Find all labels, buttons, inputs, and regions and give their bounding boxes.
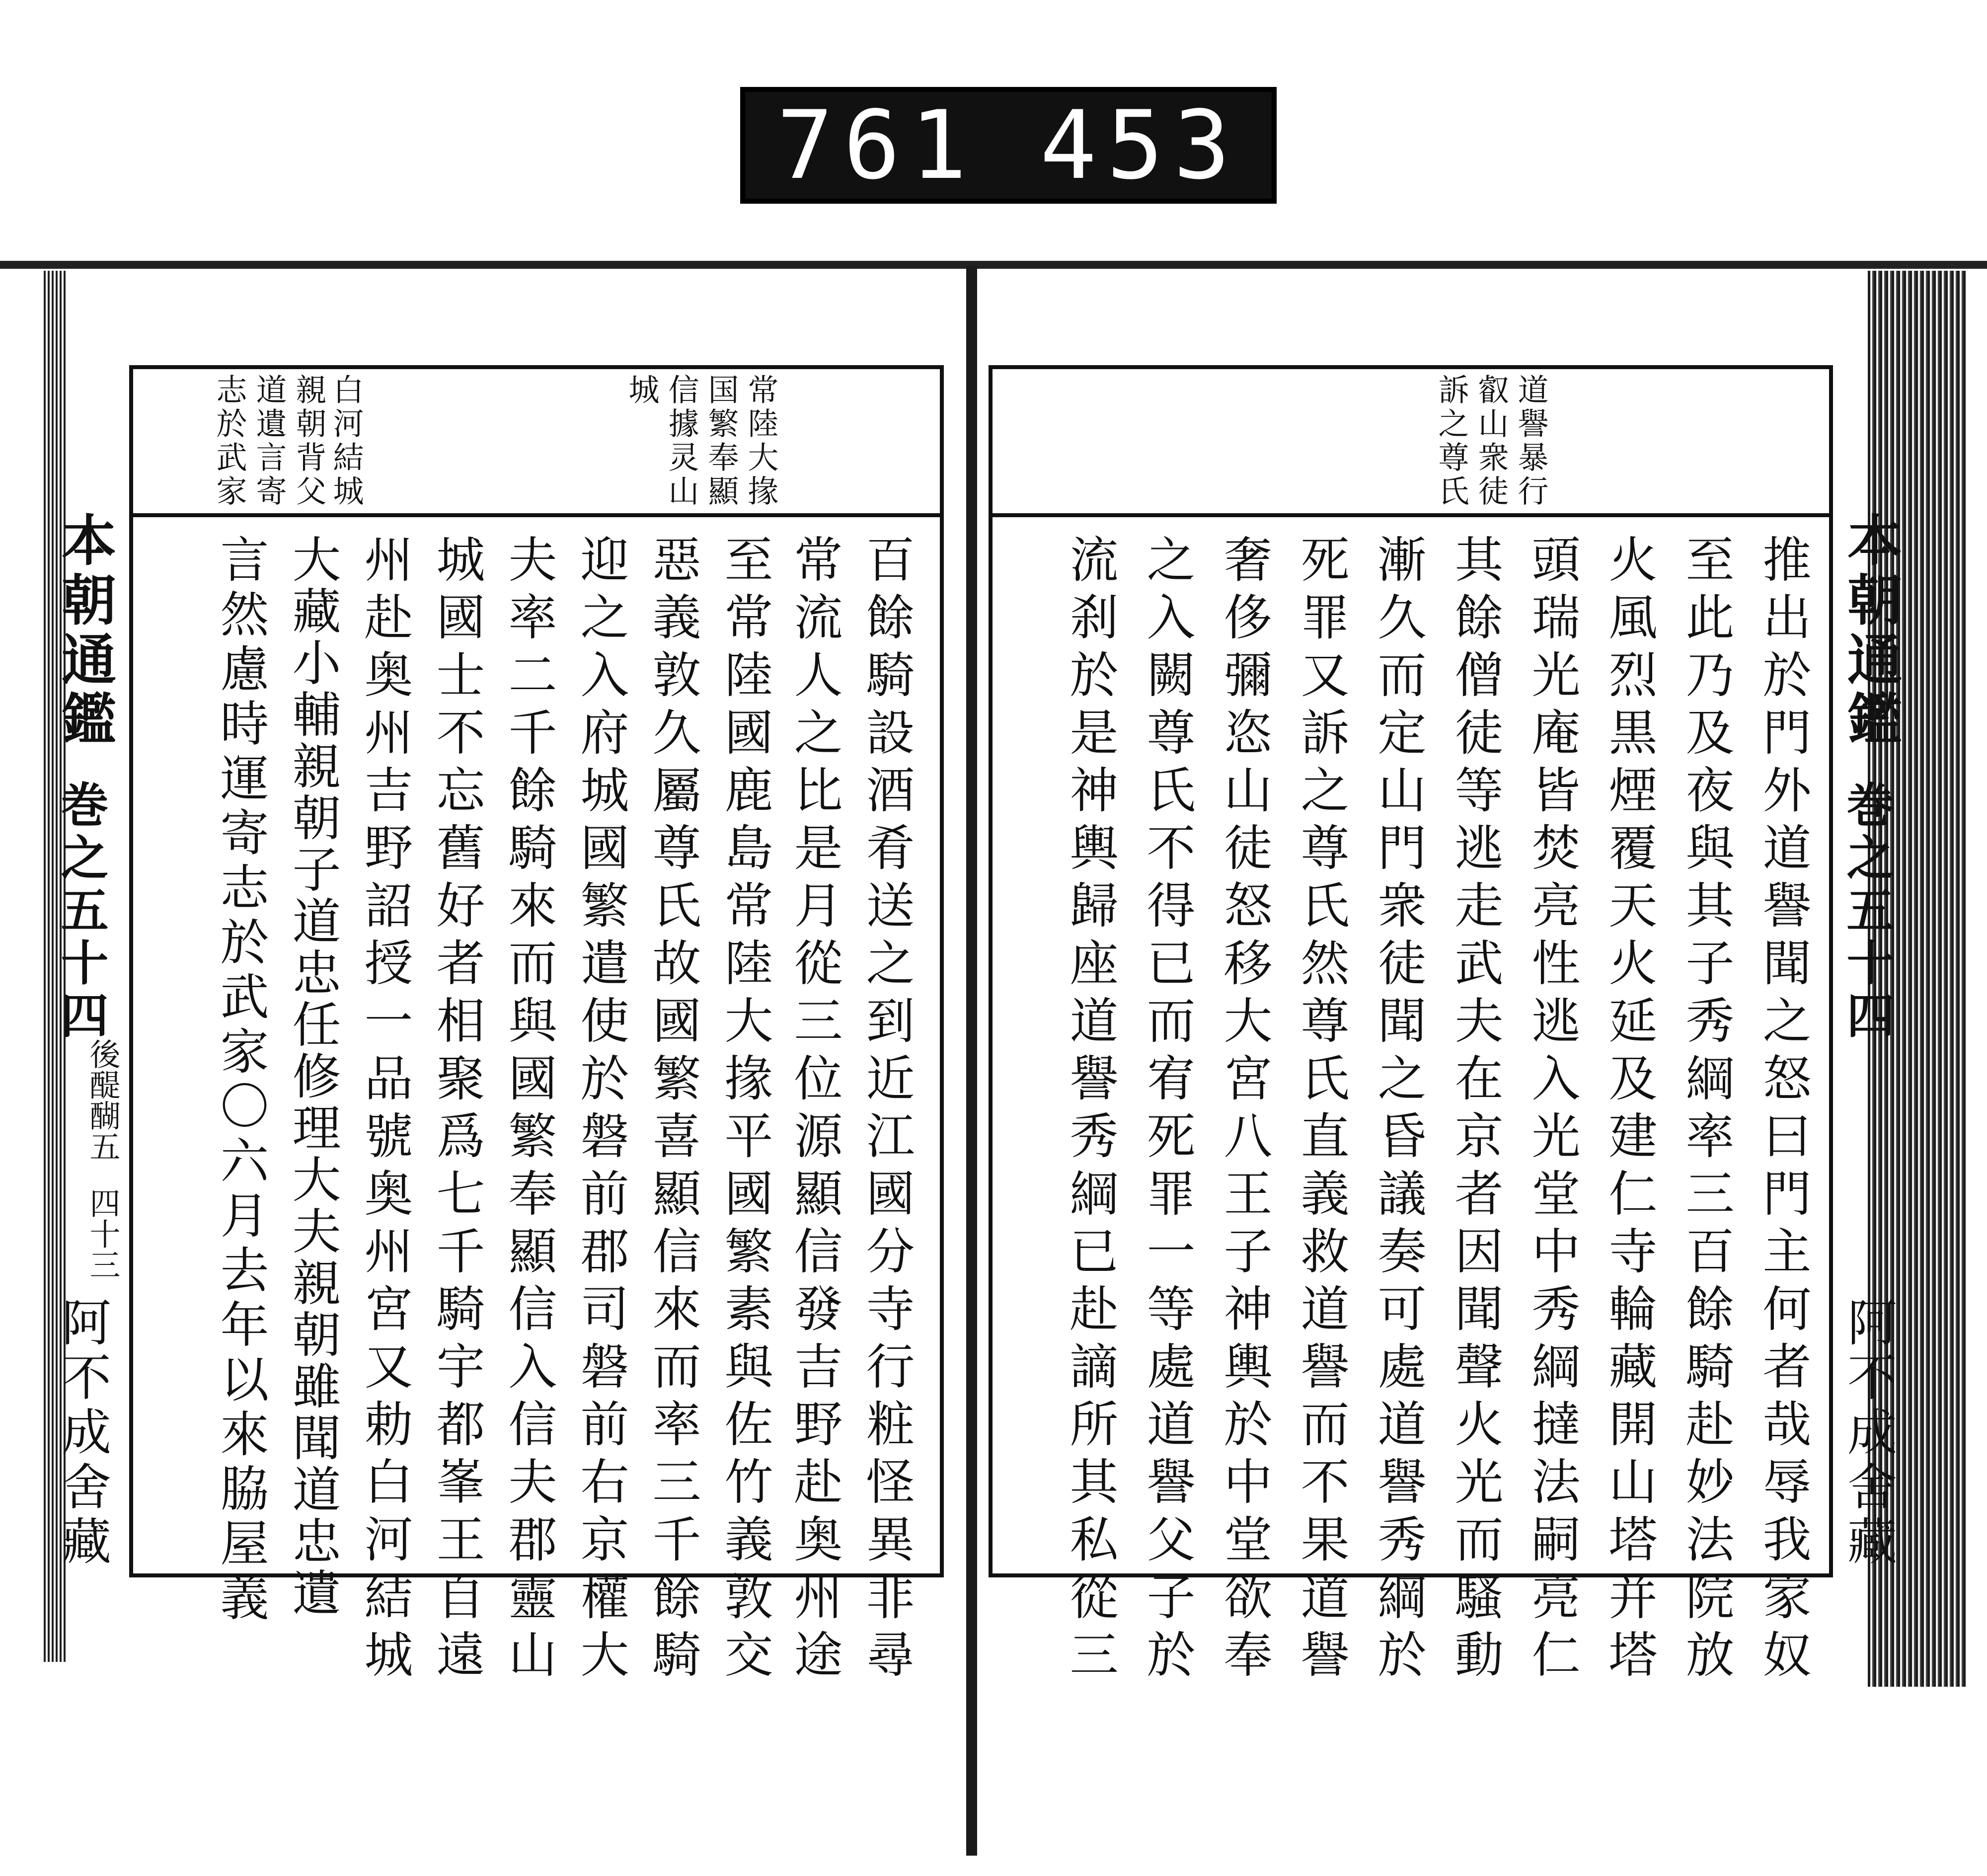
right-headnote-3: 訴之尊氏 [1433,374,1469,509]
right-headnote-1: 道譽暴行 [1513,374,1549,509]
catalog-number-right: 453 [1040,90,1240,200]
right-text-column-2: 至此乃及夜與其子秀綱率三百餘騎赴妙法院放 [1678,534,1734,1687]
right-band-footer: 阿不成舍藏 [1839,1297,1897,1570]
right-text-column-8: 奢侈彌恣山徒怒移大宮八王子神輿於中堂欲奉 [1216,534,1272,1687]
left-band-footer: 阿不成舍藏 [53,1297,111,1570]
right-text-column-6: 漸久而定山門衆徒聞之昏議奏可處道譽秀綱於 [1370,534,1426,1687]
right-headnote-2: 叡山衆徒 [1473,374,1509,509]
right-text-column-5: 其餘僧徒等逃走武夫在京者因聞聲火光而騷動 [1447,534,1503,1687]
right-band-title: 本朝通鑑 [1838,512,1903,750]
left-text-column-8: 州赴奥州吉野詔授一品號奥州宮又勅白河結城 [356,534,413,1687]
left-text-column-9: 大藏小輔親朝子道忠任修理大夫親朝雖聞道忠遺 [284,534,341,1619]
right-text-column-10: 流刹於是神輿歸座道譽秀綱已赴謫所其私從三 [1062,534,1118,1687]
left-headnote-5: 常陸大掾 [743,374,779,509]
book-spine [966,266,977,1856]
left-headnote-1: 白河結城 [328,374,364,509]
right-band-volume: 巻之五十四 [1839,780,1895,1043]
left-band-folio: 四十三 [84,1187,121,1280]
left-band-volume: 巻之五十四 [53,780,109,1043]
left-band [47,512,122,1654]
left-band-reign: 後醍醐五 [84,1038,121,1162]
left-headnote-2: 親朝背父 [291,374,327,509]
top-border-line [0,261,1987,269]
left-text-column-7: 城國士不忘舊好者相聚爲七千騎宇都峯王自遠 [428,534,485,1687]
right-text-column-9: 之入闕尊氏不得已而宥死罪一等處道譽父子於 [1139,534,1195,1687]
catalog-number-left: 761 [776,90,977,200]
left-text-column-10: 言然慮時運寄志於武家〇六月去年以來脇屋義 [212,534,269,1627]
left-text-column-4: 惡義敦久屬尊氏故國繁喜顯信來而率三千餘騎 [644,534,701,1687]
left-text-column-6: 夫率二千餘騎來而與國繁奉顯信入信夫郡靈山 [500,534,557,1687]
right-text-column-4: 頭瑞光庵皆焚亮性逃入光堂中秀綱撻法嗣亮仁 [1524,534,1580,1687]
left-headnote-3: 道遺言寄 [251,374,287,509]
left-text-column-3: 至常陸國鹿島常陸大掾平國繁素與佐竹義敦交 [716,534,773,1687]
catalog-number-stamp [740,87,1277,204]
left-headnote-7: 信據灵山 [663,374,699,509]
right-band [1838,512,1912,1654]
right-text-column-7: 死罪又訴之尊氏然尊氏直義救道譽而不果道譽 [1293,534,1349,1687]
right-text-column-1: 推出於門外道譽聞之怒曰門主何者哉辱我家奴 [1755,534,1811,1687]
left-text-column-1: 百餘騎設酒肴送之到近江國分寺行粧怪異非尋 [858,534,915,1687]
left-headnote-4: 志於武家 [211,374,247,509]
left-band-title: 本朝通鑑 [53,512,117,750]
left-headnote-6: 国繁奉顯 [703,374,739,509]
left-text-column-2: 常流人之比是月從三位源顯信發吉野赴奥州途 [786,534,842,1687]
left-headnote-8: 城 [623,374,660,407]
left-text-column-5: 迎之入府城國繁遣使於磐前郡司磐前右京權大 [572,534,629,1687]
right-headnote-area [993,369,1829,517]
right-text-column-3: 火風烈黒煙覆天火延及建仁寺輪藏開山塔并塔 [1601,534,1657,1687]
